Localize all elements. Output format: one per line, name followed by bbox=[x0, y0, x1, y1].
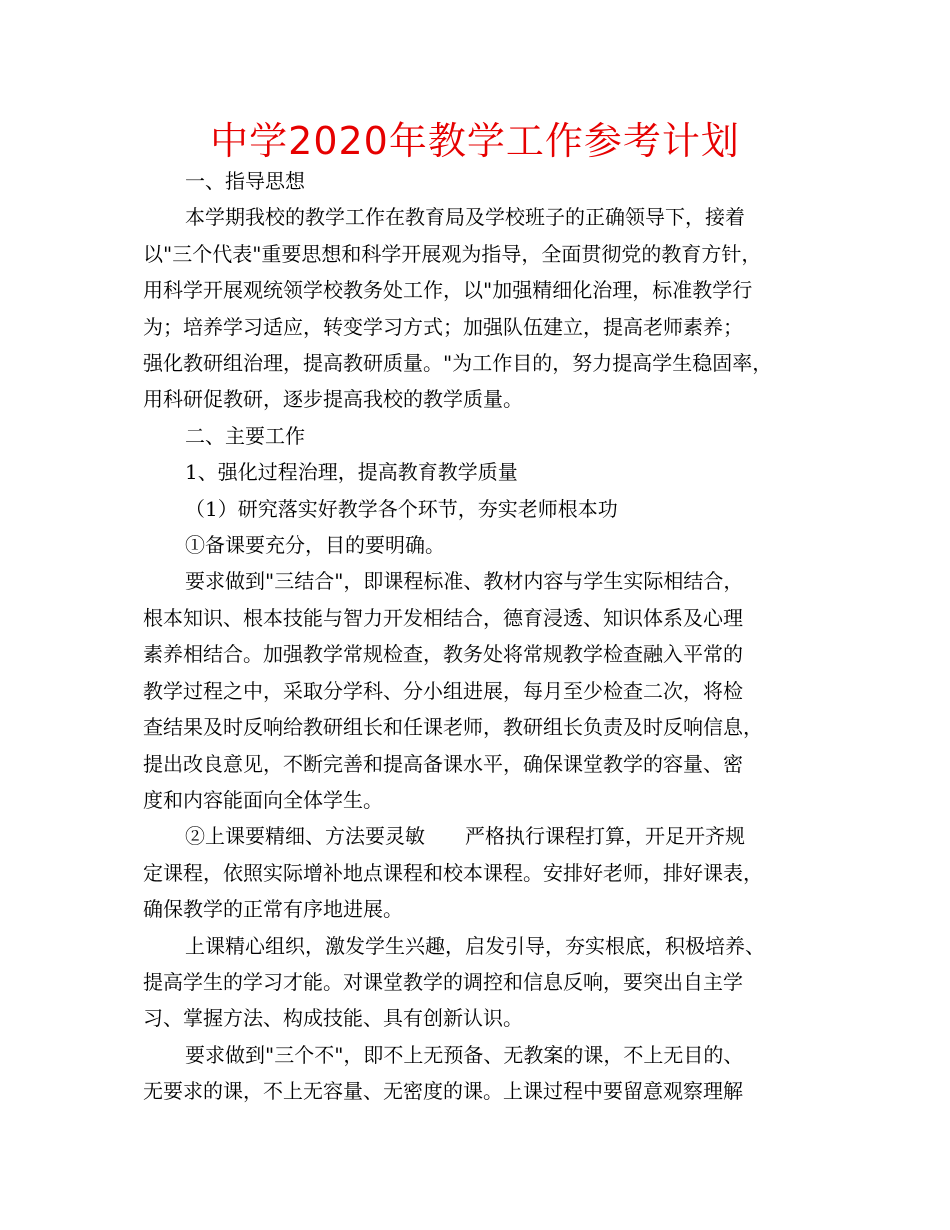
text-line: 习、掌握方法、构成技能、具有创新认识。 bbox=[143, 1006, 523, 1031]
text-line: 要求做到"三个不"，即不上无预备、无教案的课，不上无目的、 bbox=[185, 1042, 744, 1067]
text-line: 强化教研组治理，提高教研质量。"为工作目的，努力提高学生稳固率， bbox=[143, 351, 773, 376]
text-line: 教学过程之中，采取分学科、分小组进展，每月至少检查二次，将检 bbox=[143, 678, 743, 703]
text-line: 上课精心组织，激发学生兴趣，启发引导，夯实根底，积极培养、 bbox=[185, 933, 765, 958]
text-line: 查结果及时反响给教研组长和任课老师，教研组长负责及时反响信息， bbox=[143, 715, 763, 740]
text-line: 以"三个代表"重要思想和科学开展观为指导，全面贯彻党的教育方针， bbox=[143, 241, 762, 266]
text-line: ②上课要精细、方法要灵敏 严格执行课程打算，开足开齐规 bbox=[185, 824, 745, 849]
text-line: 素养相结合。加强教学常规检查，教务处将常规教学检查融入平常的 bbox=[143, 642, 743, 667]
text-line: 二、主要工作 bbox=[185, 423, 305, 448]
text-line: 根本知识、根本技能与智力开发相结合，德育浸透、知识体系及心理 bbox=[143, 605, 743, 630]
text-line: 1、强化过程治理，提高教育教学质量 bbox=[185, 460, 518, 485]
text-line: 无要求的课，不上无容量、无密度的课。上课过程中要留意观察理解 bbox=[143, 1079, 743, 1104]
page-title: 中学2020年教学工作参考计划 bbox=[210, 119, 740, 163]
text-line: 确保教学的正常有序地进展。 bbox=[143, 897, 403, 922]
text-line: 为；培养学习适应，转变学习方式；加强队伍建立，提高老师素养； bbox=[143, 314, 743, 339]
text-line: 一、指导思想 bbox=[185, 169, 305, 193]
text-line: 提出改良意见，不断完善和提高备课水平，确保课堂教学的容量、密 bbox=[143, 751, 743, 776]
text-line: 要求做到"三结合"，即课程标准、教材内容与学生实际相结合， bbox=[185, 569, 744, 594]
text-line: 提高学生的学习才能。对课堂教学的调控和信息反响，要突出自主学 bbox=[143, 969, 743, 994]
text-line: 本学期我校的教学工作在教育局及学校班子的正确领导下，接着 bbox=[185, 205, 745, 230]
text-line: ①备课要充分，目的要明确。 bbox=[185, 533, 445, 558]
document-body bbox=[143, 163, 813, 1110]
text-line: 度和内容能面向全体学生。 bbox=[143, 787, 383, 812]
text-line: （1）研究落实好教学各个环节，夯实老师根本功 bbox=[185, 496, 618, 521]
text-line: 定课程，依照实际增补地点课程和校本课程。安排好老师，排好课表， bbox=[143, 860, 763, 885]
text-line: 用科研促教研，逐步提高我校的教学质量。 bbox=[143, 387, 523, 412]
text-line: 用科学开展观统领学校教务处工作，以"加强精细化治理，标准教学行 bbox=[143, 278, 753, 303]
